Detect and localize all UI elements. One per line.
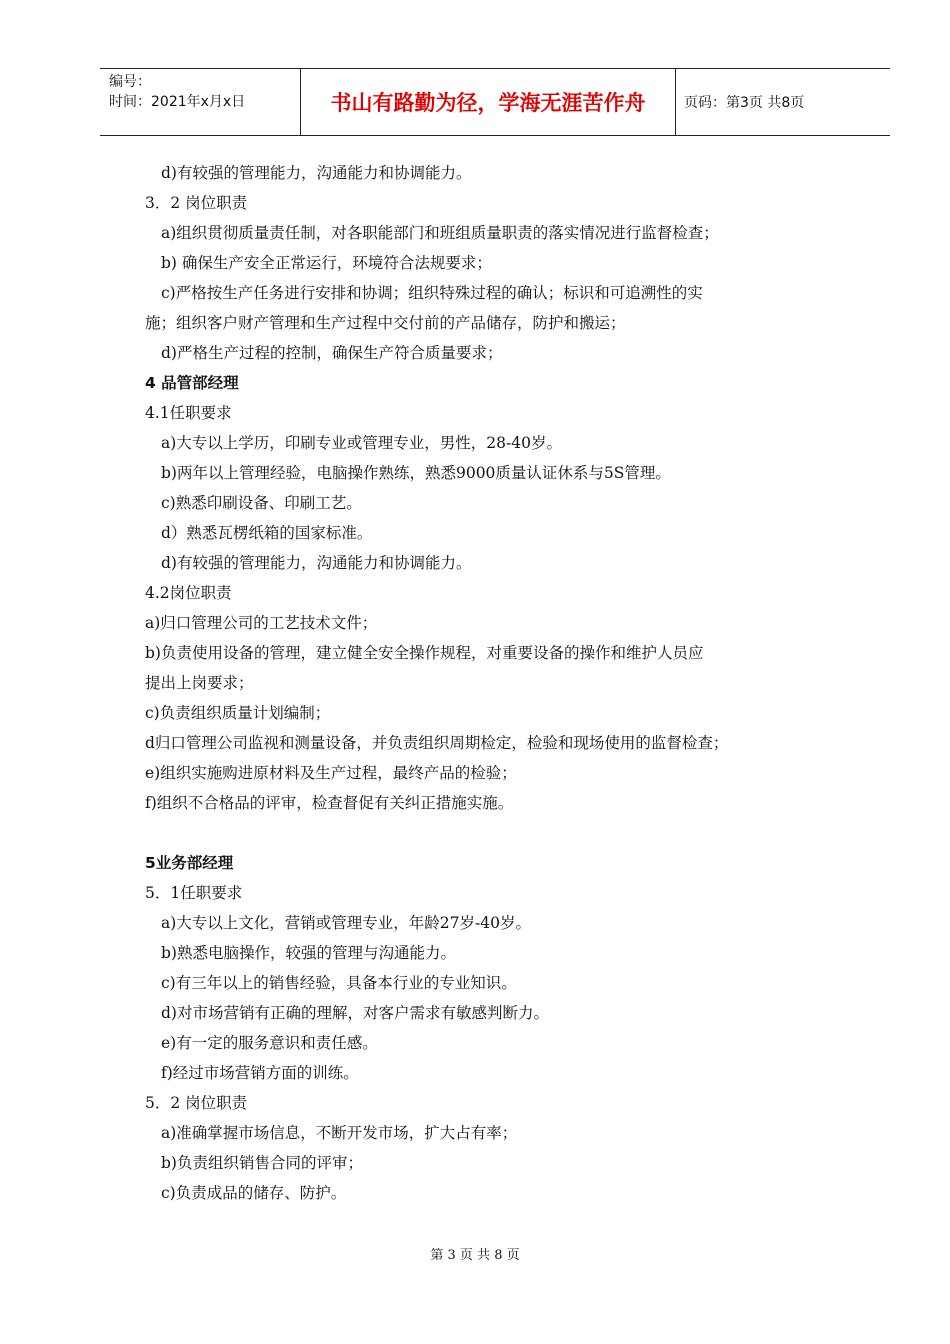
section-heading: 4 品管部经理: [145, 374, 239, 392]
text-line: c)负责成品的储存、防护。: [161, 1184, 347, 1202]
text-line: b) 确保生产安全正常运行，环境符合法规要求；: [161, 254, 492, 272]
header-page-info: 页码：第3页 共8页: [684, 95, 805, 111]
text-line: d)严格生产过程的控制，确保生产符合质量要求；: [161, 344, 503, 362]
text-line: a)大专以上学历，印刷专业或管理专业，男性，28-40岁。: [161, 434, 562, 452]
text-line: 施；组织客户财产管理和生产过程中交付前的产品储存，防护和搬运；: [145, 314, 626, 332]
header-meta: [100, 69, 301, 135]
text-line: b)熟悉电脑操作，较强的管理与沟通能力。: [161, 944, 456, 962]
document-number-label: 编号：: [109, 74, 151, 90]
text-line: 5．1任职要求: [145, 884, 243, 902]
text-line: f)组织不合格品的评审，检查督促有关纠正措施实施。: [145, 794, 514, 812]
header-motto: 书山有路勤为径，学海无涯苦作舟: [301, 69, 676, 135]
text-line: e)组织实施购进原材料及生产过程，最终产品的检验；: [145, 764, 517, 782]
text-line: c)有三年以上的销售经验，具备本行业的专业知识。: [161, 974, 517, 992]
text-line: a)大专以上文化，营销或管理专业，年龄27岁-40岁。: [161, 914, 531, 932]
text-line: d)有较强的管理能力，沟通能力和协调能力。: [161, 554, 472, 572]
text-line: 提出上岗要求；: [145, 674, 254, 692]
text-line: a)组织贯彻质量责任制，对各职能部门和班组质量职责的落实情况进行监督检查；: [161, 224, 719, 242]
text-line: d归口管理公司监视和测量设备，并负责组织周期检定，检验和现场使用的监督检查；: [145, 734, 729, 752]
text-line: 4.2岗位职责: [145, 584, 232, 602]
section-heading: 5业务部经理: [145, 854, 234, 872]
text-line: f)经过市场营销方面的训练。: [161, 1064, 359, 1082]
text-line: b)负责组织销售合同的评审；: [161, 1154, 363, 1172]
text-line: c)负责组织质量计划编制；: [145, 704, 331, 722]
text-line: d)对市场营销有正确的理解，对客户需求有敏感判断力。: [161, 1004, 549, 1022]
text-line: [145, 818, 865, 848]
text-line: a)归口管理公司的工艺技术文件；: [145, 614, 378, 632]
text-line: d)有较强的管理能力，沟通能力和协调能力。: [161, 164, 472, 182]
text-line: b)负责使用设备的管理，建立健全安全操作规程，对重要设备的操作和维护人员应: [145, 644, 704, 662]
text-line: b)两年以上管理经验，电脑操作熟练，熟悉9000质量认证休系与5S管理。: [161, 464, 671, 482]
text-line: c)严格按生产任务进行安排和协调；组织特殊过程的确认；标识和可追溯性的实: [161, 284, 703, 302]
page-footer: 第 3 页 共 8 页: [430, 1248, 520, 1263]
text-line: 4.1任职要求: [145, 404, 232, 422]
document-body: [145, 158, 865, 1208]
text-line: d）熟悉瓦楞纸箱的国家标准。: [161, 524, 373, 542]
text-line: 5．2 岗位职责: [145, 1094, 248, 1112]
text-line: a)准确掌握市场信息，不断开发市场，扩大占有率；: [161, 1124, 518, 1142]
page-header: [100, 68, 890, 136]
document-time-label: 时间：2021年x月x日: [109, 94, 246, 110]
text-line: c)熟悉印刷设备、印刷工艺。: [161, 494, 362, 512]
text-line: e)有一定的服务意识和责任感。: [161, 1034, 378, 1052]
text-line: 3．2 岗位职责: [145, 194, 248, 212]
